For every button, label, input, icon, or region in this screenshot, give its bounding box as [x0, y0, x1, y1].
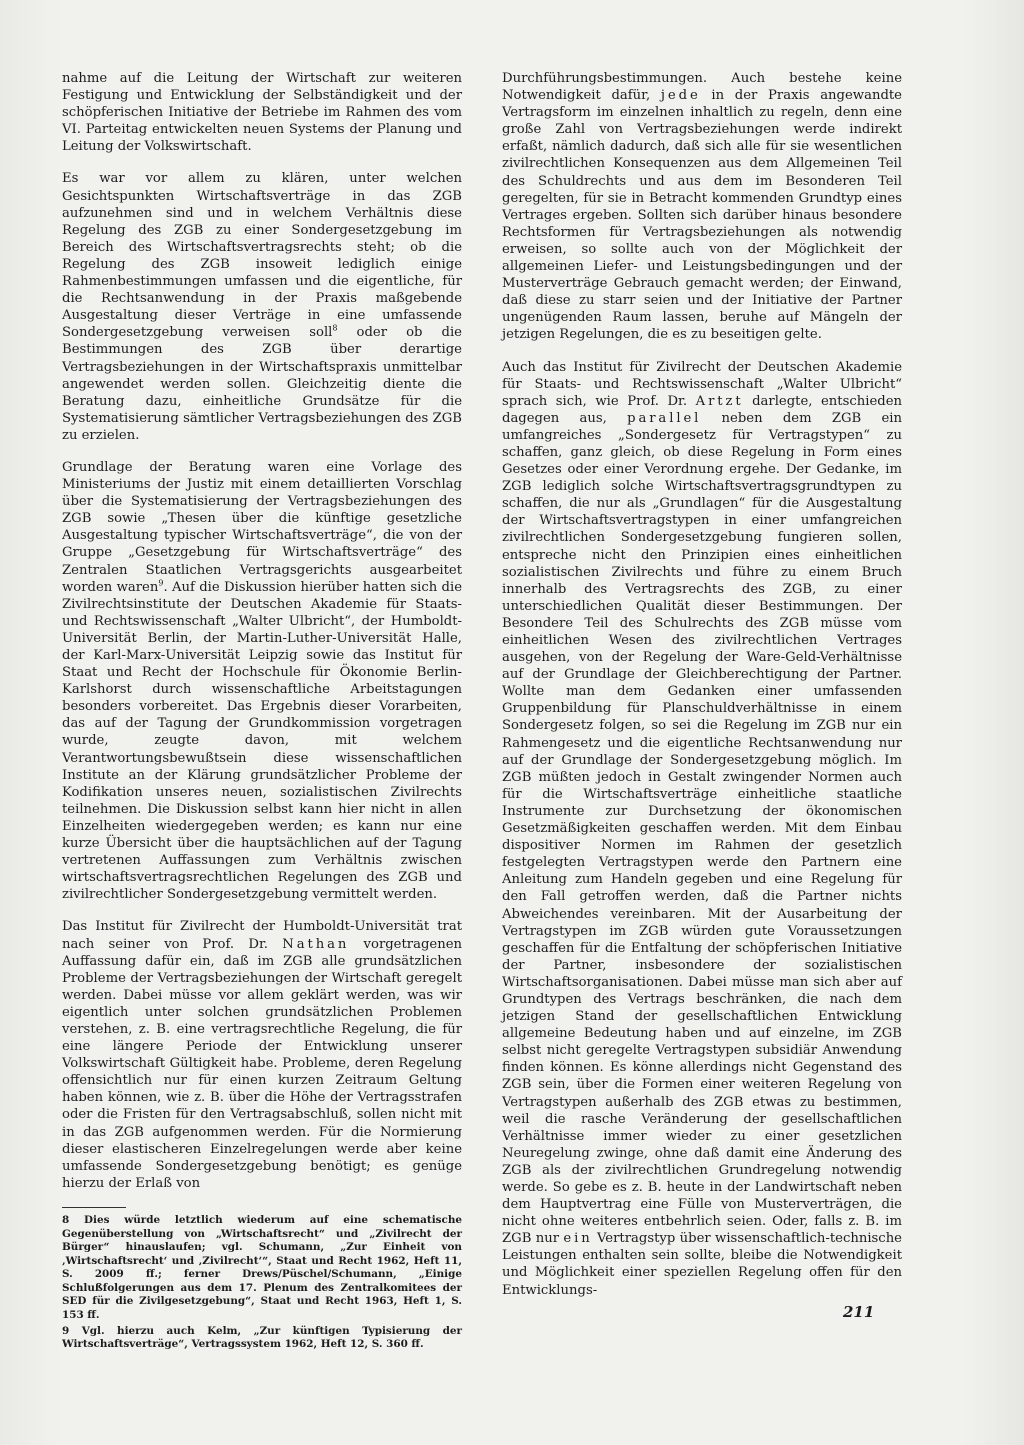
paragraph: [62, 918, 462, 1192]
spaced-name: Nathan: [282, 936, 350, 952]
paragraph-text: in der Praxis angewandte Vertragsform im einzelnen inhaltlich zu regeln, denn eine große Zahl von Vertragsbeziehungen werde indirekt erfaßt, nämlich dadurch, daß sich alle für sie wesentlichen zivilrechtlichen Konsequenzen aus dem Allgemeinen Teil des Schuldrechts und aus dem im Besonderen Teil geregelten, für sie in Betracht kommenden Grundtyp eines Vertrages ergeben. Sollten sich darüber hinaus besondere Rechtsformen für Vertragsbeziehungen als notwendig erweisen, so sollte auch von der Möglichkeit der allgemeinen Liefer- und Leistungsbedingungen und der Musterverträge Gebrauch gemacht werden; der Einwand, daß diese zu starr seien und der Initiative der Partner ungenügenden Raum lassen, beruhe auf Mängeln der jetzigen Regelungen, die es zu beseitigen gelte.: [502, 88, 902, 343]
paragraph: [62, 170, 462, 444]
paragraph-text: Grundlage der Beratung waren eine Vorlage des Ministeriums der Justiz mit einem detaillierten Vorschlag über die Systematisierung der Vertragsbeziehungen des ZGB sowie „Thesen über die künftige gesetzliche Ausgestaltung typischer Wirtschaftsverträge“, die von der Gruppe „Gesetzgebung für Wirtschaftsverträge“ des Zentralen Staatlichen Vertragsgerichts ausgearbeitet worden waren: [62, 459, 462, 595]
paragraph: [62, 70, 462, 155]
spaced-name: Artzt: [695, 393, 744, 409]
paragraph-text: Durchführungsbestimmungen. Auch bestehe keine Notwendigkeit dafür,: [502, 71, 902, 104]
footnote-ref: 8: [332, 323, 338, 333]
paragraph-text: darlegte, entschieden dagegen aus,: [502, 393, 902, 426]
paragraph-text: Das Institut für Zivilrecht der Humboldt-Universität trat nach seiner von Prof. Dr.: [62, 919, 462, 952]
footnote: 9 Vgl. hierzu auch Kelm, „Zur künftigen Typisierung der Wirtschaftsverträge“, Vertragssystem 1962, Heft 12, S. 360 ff.: [62, 1324, 462, 1351]
paragraph-text: . Auf die Diskussion hierüber hatten sich die Zivilrechtsinstitute der Deutschen Akademie für Staats- und Rechtswissenschaft „Walter Ulbricht“, der Humboldt-Universität Berlin, der Martin-Luther-Universität Halle, der Karl-Marx-Universität Leipzig sowie das Institut für Staat und Recht der Hochschule für Ökonomie Berlin-Karlshorst durch wissenschaftliche Arbeitstagungen besonders vorbereitet. Das Ergebnis dieser Vorarbeiten, das auf der Tagung der Grundkommission vorgetragen wurde, zeugte davon, mit welchem Verantwortungsbewußtsein diese wissenschaftlichen Institute an der Klärung grundsätzlicher Probleme der Kodifikation unseres neuen, sozialistischen Zivilrechts teilnehmen. Die Diskussion selbst kann hier nicht in allen Einzelheiten wiedergegeben werden; es kann nur eine kurze Übersicht über die hauptsächlichen auf der Tagung vertretenen Auffassungen zum Verhältnis zwischen wirtschaftsvertragsrechtlichen Regelungen des ZGB und zivilrechtlicher Sondergesetzgebung vermittelt werden.: [62, 579, 462, 903]
paragraph-text: nahme auf die Leitung der Wirtschaft zur weiteren Festigung und Entwicklung der Selbständigkeit und der schöpferischen Initiative der Betriebe im Rahmen des vom VI. Parteitag entwickelten neuen Systems der Planung und Leitung der Volkswirtschaft.: [62, 71, 462, 155]
left-column: [62, 70, 462, 1354]
paragraph-text: Vertragstyp über wissenschaftlich-technische Leistungen enthalten sein sollte, bleibe die Notwendigkeit und Möglichkeit einer speziellen Regelung offen für den Entwicklungs-: [502, 1231, 902, 1298]
paragraph-text: neben dem ZGB ein umfangreiches „Sondergesetz für Vertragstypen“ zu schaffen, ganz gleich, ob diese Regelung in Form eines Gesetzes oder einer Verordnung ergehe. Der Gedanke, im ZGB lediglich solche Wirtschaftsvertragsgrundtypen zu schaffen, die nur als „Grundlagen“ für die Ausgestaltung der Wirtschaftsvertragstypen in einer umfangreichen zivilrechtlichen Sondergesetzgebung fungieren sollen, entspreche nicht den Prinzipien eines einheitlichen sozialistischen Zivilrechts und führe zu einem Bruch innerhalb des Vertragsrechts des ZGB, zu einer unterschiedlichen Qualität dieser Bestimmungen. Der Besondere Teil des Schulrechts des ZGB müsse vom einheitlichen Wesen des zivilrechtlichen Vertrages ausgehen, von der Regelung der Ware-Geld-Verhältnisse auf der Grundlage der Gleichberechtigung der Partner. Wollte man dem Gedanken einer umfassenden Gruppenbildung für Planschuldverhältnisse in einem Sondergesetz folgen, so sei die Regelung im ZGB nur ein Rahmengesetz und die eigentliche Rechtsanwendung nur auf der Grundlage der Sondergesetzgebung möglich. Im ZGB müßten jedoch in Gestalt zwingender Normen auch für die Wirtschaftsverträge einheitliche staatliche Instrumente zur Durchsetzung der ökonomischen Gesetzmäßigkeiten geschaffen werden. Mit dem Einbau dispositiver Normen im Rahmen der gesetzlich festgelegten Vertragstypen werde den Partnern eine Anleitung zum Handeln gegeben und eine Regelung für den Fall getroffen werden, daß die Partner nichts Abweichendes vereinbaren. Mit der Ausarbeitung der Vertragstypen im ZGB würden gute Voraussetzungen geschaffen für die Entfaltung der schöpferischen Initiative der Partner, insbesondere der sozialistischen Wirtschaftsorganisationen. Dabei müsse man sich aber auf Grundtypen des Vertrags beschränken, die nach dem jetzigen Stand der gesellschaftlichen Entwicklung allgemeine Bedeutung haben und auf einzelne, im ZGB selbst nicht geregelte Vertragstypen subsidiär Anwendung finden können. Es könne allerdings nicht Gegenstand des ZGB sein, über die Formen einer weiteren Regelung von Vertragstypen außerhalb des ZGB etwas zu bestimmen, weil die rasche Veränderung der gesellschaftlichen Verhältnisse immer wieder zu einer gesetzlichen Neuregelung zwinge, ohne daß damit eine Änderung des ZGB als der zivilrechtlichen Grundregelung notwendig werde. So gebe es z. B. heute in der Landwirtschaft neben dem Hauptvertrag eine Fülle von Musterverträgen, die nicht ohne weiteres entbehrlich seien. Oder, falls z. B. im ZGB nur: [502, 410, 902, 1247]
paragraph: [62, 459, 462, 903]
right-column: [502, 70, 902, 1314]
footnote-ref: 9: [158, 578, 164, 588]
paragraph-text: vorgetragenen Auffassung dafür ein, daß im ZGB alle grundsätzlichen Probleme der Vertragsbeziehungen der Wirtschaft geregelt werden. Dabei müsse vor allem geklärt werden, was wir eigentlich unter solchen grundsätzlichen Problemen verstehen, z. B. eine vertragsrechtliche Regelung, die für eine längere Periode der Entwicklung unserer Volkswirtschaft Gültigkeit habe. Probleme, deren Regelung offensichtlich nur für einen kurzen Zeitraum Geltung haben können, wie z. B. über die Höhe der Vertragsstrafen oder die Fristen für den Vertragsabschluß, sollen nicht mit in das ZGB aufgenommen werden. Für die Normierung dieser elastischeren Einzelregelungen werde aber keine umfassende Sondergesetzgebung benötigt; es genüge hierzu der Erlaß von: [62, 936, 462, 1191]
paragraph: [502, 359, 902, 1299]
footnote-divider: [62, 1207, 126, 1208]
spaced-emphasis: ein: [563, 1231, 593, 1247]
footnote: 8 Dies würde letztlich wiederum auf eine schematische Gegenüberstellung von „Wirtschaftsrecht“ und „Zivilrecht der Bürger“ hinauslaufen; vgl. Schumann, „Zur Einheit von ‚Wirtschaftsrecht‘ und ‚Zivilrecht‘“, Staat und Recht 1962, Heft 11, S. 2009 ff.; ferner Drews/Püschel/Schumann, „Einige Schlußfolgerungen aus dem 17. Plenum des Zentralkomitees der SED für die Zivilgesetzgebung“, Staat und Recht 1963, Heft 1, S. 153 ff.: [62, 1213, 462, 1322]
spaced-emphasis: parallel: [627, 410, 702, 426]
paragraph: [502, 70, 902, 344]
paragraph-text: oder ob die Bestimmungen des ZGB über derartige Vertragsbeziehungen in der Wirtschaftspraxis unmittelbar angewendet werden sollen. Gleichzeitig diente die Beratung dazu, einheitliche Grundsätze für die Systematisierung sämtlicher Vertragsbeziehungen des ZGB zu erzielen.: [62, 325, 462, 443]
paragraph-text: Auch das Institut für Zivilrecht der Deutschen Akademie für Staats- und Rechtswissenschaft „Walter Ulbricht“ sprach sich, wie Prof. Dr.: [502, 359, 902, 409]
paragraph-text: Es war vor allem zu klären, unter welchen Gesichtspunkten Wirtschaftsverträge in das ZGB aufzunehmen sind und in welchem Verhältnis diese Regelung des ZGB zu einer Sondergesetzgebung im Bereich des Wirtschaftsvertragsrechts steht; ob die Regelung des ZGB insoweit lediglich einige Rahmenbestimmungen umfassen und die eigentliche, für die Rechtsanwendung in der Praxis maßgebende Ausgestaltung dieser Verträge in eine umfassende Sondergesetzgebung verweisen soll: [62, 171, 462, 341]
page-number: 211: [843, 1303, 875, 1321]
spaced-emphasis: jede: [660, 88, 701, 104]
